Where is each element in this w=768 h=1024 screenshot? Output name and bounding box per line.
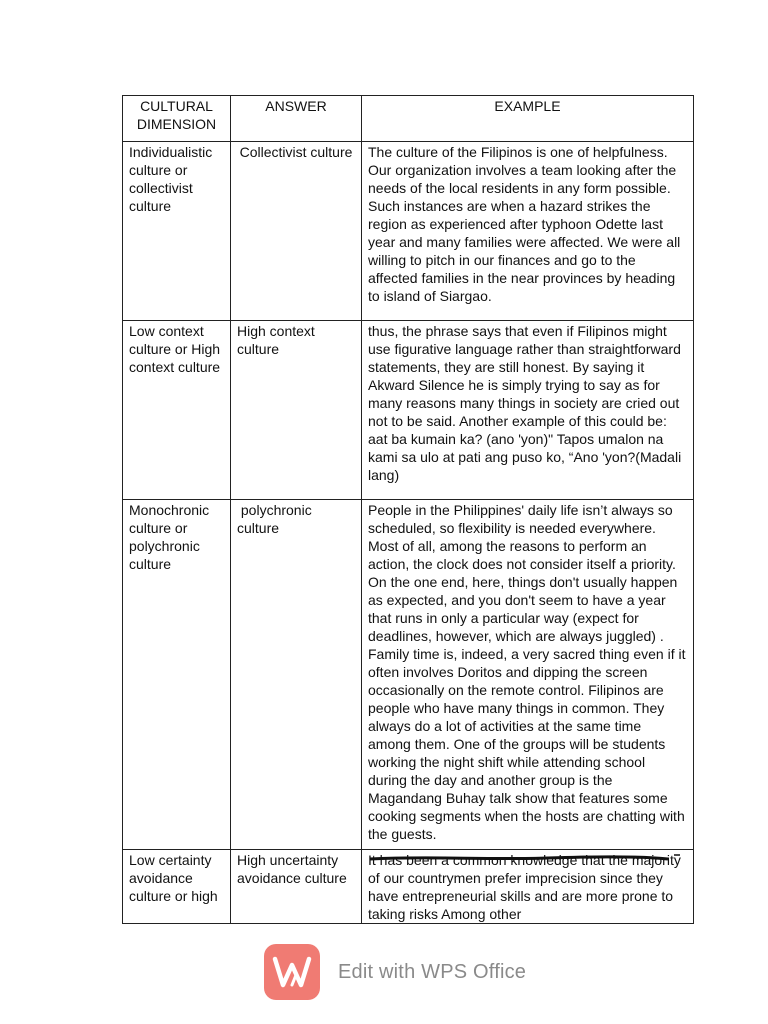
dimension-cell: Monochronic culture or polychronic culture (123, 500, 231, 850)
dimension-cell: Individualistic culture or collectivist culture (123, 142, 231, 321)
answer-cell: Collectivist culture (231, 142, 362, 321)
wps-edit-label[interactable]: Edit with WPS Office (338, 960, 527, 983)
answer-cell: High uncertainty avoidance culture (231, 850, 362, 924)
example-cell: thus, the phrase says that even if Filipinos might use figurative language rather than straightforward statements, they are still honest. By saying it Akward Silence he is simply trying to say as for many reasons many things in society are cried out not to be said. Another example of this could be: aat ba kumain ka? (ano 'yon)" Tapos umalon na kami sa ulo at pati ang puso ko, “Ano 'yon?(Madali lang) (362, 321, 694, 500)
header-cultural-dimension (123, 96, 231, 142)
header-example: EXAMPLE (362, 96, 694, 142)
example-cell: People in the Philippines' daily life isn’t always so scheduled, so flexibility is needed everywhere. Most of all, among the reasons to perform an action, the clock does not consider itself a priority. On the one end, here, things don't usually happen as expected, and you don't seem to have a year that runs in only a particular way (expect for deadlines, however, which are always juggled) . Family time is, indeed, a very sacred thing even if it often involves Doritos and dipping the screen occasionally on the remote control. Filipinos are people who have many things in common. They always do a lot of activities at the same time among them. One of the groups will be students working the night shift while attending school during the day and another group is the Magandang Buhay talk show that features some cooking segments when the hosts are chatting with the guests. (362, 500, 694, 850)
table-header-row (123, 96, 694, 142)
table-row (123, 500, 694, 850)
dimension-cell: Low certainty avoidance culture or high (123, 850, 231, 924)
dimension-cell: Low context culture or High context culture (123, 321, 231, 500)
ink-strike-mark (368, 853, 684, 863)
example-cell: The culture of the Filipinos is one of helpfulness. Our organization involves a team looking after the needs of the local residents in any form possible. Such instances are when a hazard strikes the region as experienced after typhoon Odette last year and many families were affected. We were all willing to pitch in our finances and go to the affected families in the near provinces by heading to island of Siargao. (362, 142, 694, 321)
header-cultural-dimension-line1: CULTURAL (140, 98, 213, 114)
header-answer: ANSWER (231, 96, 362, 142)
answer-cell: polychronic culture (231, 500, 362, 850)
table-row (123, 142, 694, 321)
answer-cell: High context culture (231, 321, 362, 500)
wps-office-banner[interactable] (264, 943, 526, 1001)
table-row (123, 321, 694, 500)
cultural-dimension-table (122, 95, 694, 924)
wps-w-logo-icon (264, 944, 320, 1000)
example-cell: It has been a common knowledge that the majority of our countrymen prefer imprecision since they have entrepreneurial skills and are more prone to taking risks Among other (362, 850, 694, 924)
header-cultural-dimension-line2: DIMENSION (136, 116, 217, 132)
